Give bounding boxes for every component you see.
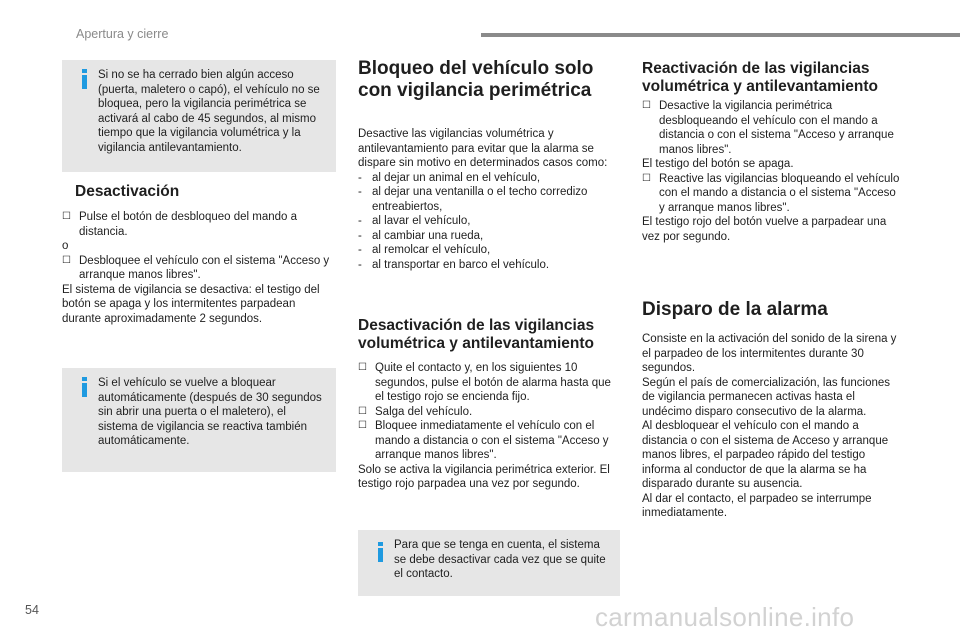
or-text: o bbox=[62, 240, 69, 252]
info-icon bbox=[375, 542, 387, 562]
checkbox-icon: ☐ bbox=[358, 420, 367, 431]
info-box-incomplete-closure bbox=[62, 60, 336, 172]
checkbox-icon: ☐ bbox=[62, 211, 71, 222]
list-item: - al cambiar una rueda, bbox=[358, 229, 484, 242]
paragraph: Desactive las vigilancias volumétrica y antilevantamiento para evitar que la alarma se dispare sin motivo en determinados casos como: bbox=[358, 128, 608, 169]
list-item: - al transportar en barco el vehículo. bbox=[358, 258, 550, 271]
section-title: Apertura y cierre bbox=[76, 27, 169, 41]
checkbox-icon: ☐ bbox=[642, 100, 651, 111]
list-item: - al remolcar el vehículo, bbox=[358, 244, 491, 256]
bloqueo-body bbox=[358, 127, 620, 272]
header-divider bbox=[481, 33, 960, 37]
paragraph: Consiste en la activación del sonido de la sirena y el parpadeo de los intermitentes durante 30 segundos. bbox=[642, 333, 897, 374]
checkbox-icon: ☐ bbox=[642, 172, 651, 184]
paragraph: El testigo del botón se apaga. bbox=[642, 158, 794, 170]
list-item bbox=[62, 254, 334, 283]
reactivacion-body bbox=[642, 99, 904, 244]
info-icon bbox=[79, 69, 91, 89]
heading-desactivacion-vigilancias: Desactivación de las vigilancias volumétrica y antilevantamiento bbox=[358, 317, 595, 352]
paragraph: El testigo rojo del botón vuelve a parpadear una vez por segundo. bbox=[642, 216, 887, 243]
heading-reactivacion: Reactivación de las vigilancias volumétrica y antilevantamiento bbox=[642, 60, 879, 95]
list-item bbox=[642, 99, 904, 157]
list-item bbox=[62, 210, 334, 239]
list-item-text: Desactive la vigilancia perimétrica desbloqueando el vehículo con el mando a distancia o con el sistema "Acceso y arranque manos libres". bbox=[659, 100, 894, 156]
list-item bbox=[358, 405, 620, 420]
list-item-text: Salga del vehículo. bbox=[375, 405, 473, 418]
list-item: - al dejar un animal en el vehículo, bbox=[358, 171, 541, 184]
checkbox-icon: ☐ bbox=[62, 254, 71, 266]
paragraph: Al dar el contacto, el parpadeo se interrumpe inmediatamente. bbox=[642, 492, 872, 519]
list-item-text: Pulse el botón de desbloqueo del mando a distancia. bbox=[79, 211, 298, 238]
checkbox-icon: ☐ bbox=[358, 405, 367, 417]
heading-desactivacion: Desactivación bbox=[75, 183, 180, 200]
heading-disparo-alarma: Disparo de la alarma bbox=[642, 299, 828, 320]
info-text: Para que se tenga en cuenta, el sistema se debe desactivar cada vez que se quite el contacto. bbox=[394, 539, 606, 580]
list-item-text: Bloquee inmediatamente el vehículo con el mando a distancia o con el sistema "Acceso y arranque manos libres". bbox=[375, 420, 609, 461]
heading-bloqueo-perimetrica: Bloqueo del vehículo solo con vigilancia perimétrica bbox=[358, 58, 594, 101]
paragraph: Solo se activa la vigilancia perimétrica exterior. El testigo rojo parpadea una vez por segundo. bbox=[358, 463, 610, 490]
list-item bbox=[358, 361, 620, 405]
paragraph: Según el país de comercialización, las funciones de vigilancia permanecen activas hasta el undécimo disparo consecutivo de la alarma. bbox=[642, 376, 891, 418]
list-item-text: al remolcar el vehículo, bbox=[372, 244, 491, 256]
list-item-text: al lavar el vehículo, bbox=[372, 215, 471, 227]
list-item-text: al dejar una ventanilla o el techo corredizo entreabiertos, bbox=[372, 186, 588, 213]
list-item: - al dejar una ventanilla o el techo corredizo entreabiertos, bbox=[358, 186, 588, 213]
paragraph: El sistema de vigilancia se desactiva: el testigo del botón se apaga y los intermitentes parpadean durante aproximadamente 2 segundos. bbox=[62, 283, 320, 325]
list-item bbox=[642, 172, 904, 216]
desactivacion-vigilancias-body bbox=[358, 361, 620, 492]
list-item-text: Desbloquee el vehículo con el sistema "Acceso y arranque manos libres". bbox=[79, 254, 330, 281]
page-number: 54 bbox=[25, 603, 39, 617]
checkbox-icon: ☐ bbox=[358, 362, 367, 373]
info-box-auto-relock bbox=[62, 368, 336, 472]
info-text: Si no se ha cerrado bien algún acceso (puerta, maletero o capó), el vehículo no se bloquea, pero la vigilancia perimétrica se activará al cabo de 45 segundos, al mismo tiempo que la vigilancia volumétrica y la vigilancia antilevantamiento. bbox=[98, 69, 320, 154]
info-box-deactivate-each-time bbox=[358, 530, 620, 596]
list-item bbox=[358, 419, 620, 463]
info-text: Si el vehículo se vuelve a bloquear automáticamente (después de 30 segundos sin abrir una puerta o el maletero), el sistema de vigilancia se reactiva también automáticamente. bbox=[98, 377, 322, 447]
info-icon bbox=[79, 377, 91, 397]
desactivacion-body bbox=[62, 210, 334, 326]
list-item-text: Quite el contacto y, en los siguientes 10 segundos, pulse el botón de alarma hasta que el testigo rojo se encienda fijo. bbox=[375, 362, 611, 403]
watermark: carmanualsonline.info bbox=[595, 602, 855, 632]
list-item-text: al transportar en barco el vehículo. bbox=[372, 258, 550, 271]
list-item-text: al cambiar una rueda, bbox=[372, 229, 484, 242]
paragraph: Al desbloquear el vehículo con el mando a distancia o con el sistema de Acceso y arranque manos libres, el parpadeo rápido del testigo informa al conductor de que la alarma se ha disparado durante su ausencia. bbox=[642, 420, 889, 490]
disparo-body bbox=[642, 332, 904, 521]
list-item: - al lavar el vehículo, bbox=[358, 215, 471, 227]
list-item-text: al dejar un animal en el vehículo, bbox=[372, 171, 541, 184]
list-item-text: Reactive las vigilancias bloqueando el vehículo con el mando a distancia o el sistema "Acceso y arranque manos libres". bbox=[659, 172, 900, 214]
